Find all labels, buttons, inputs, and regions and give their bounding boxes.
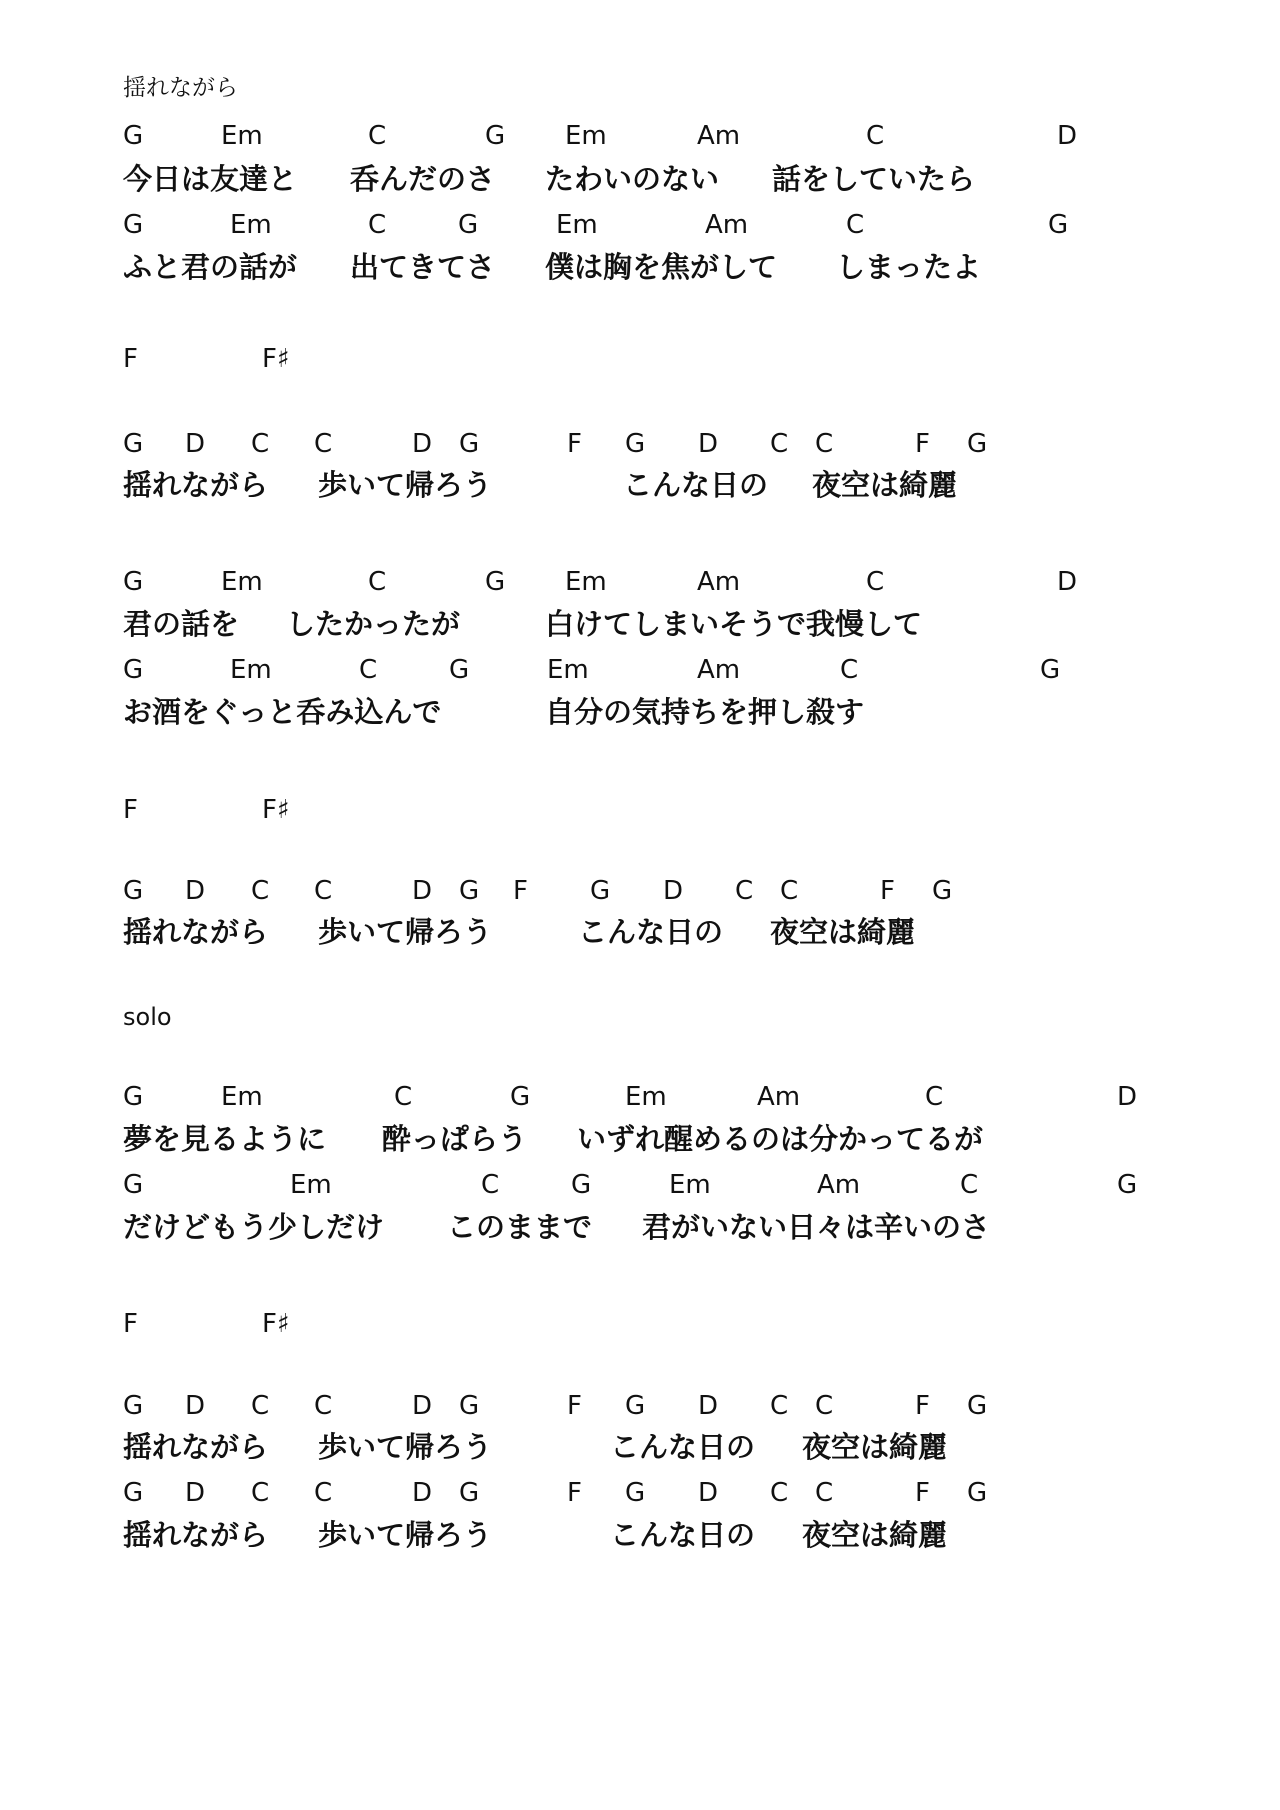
chord: C <box>815 1391 834 1421</box>
chord: C <box>368 210 387 240</box>
chord: C <box>866 121 885 151</box>
chord: D <box>412 1391 433 1421</box>
lyric: 自分の気持ちを押し殺す <box>545 695 865 729</box>
chord: G <box>459 1478 480 1508</box>
chord: D <box>412 429 433 459</box>
solo-label: solo <box>123 1003 172 1031</box>
chord: Am <box>697 567 741 597</box>
lyric: 夜空は綺麗 <box>802 1430 948 1464</box>
chord: G <box>967 429 988 459</box>
chord: G <box>1040 655 1061 685</box>
chord: G <box>625 429 646 459</box>
chord: G <box>123 1170 144 1200</box>
lyric: 歩いて帰ろう <box>318 468 493 502</box>
chord: G <box>123 210 144 240</box>
lyric: したかったが <box>286 607 461 641</box>
chord: Em <box>221 1082 263 1112</box>
chord: Am <box>705 210 749 240</box>
chord: C <box>368 121 387 151</box>
chord: G <box>485 121 506 151</box>
chord: C <box>960 1170 979 1200</box>
chord: F <box>915 1478 930 1508</box>
chord: C <box>866 567 885 597</box>
chord: Am <box>757 1082 801 1112</box>
song-title: 揺れながら <box>123 75 238 101</box>
chord: Em <box>565 121 607 151</box>
chord: G <box>1048 210 1069 240</box>
chord: Em <box>221 121 263 151</box>
chord: C <box>815 1478 834 1508</box>
lyric: 出てきてさ <box>350 250 496 284</box>
chord: C <box>359 655 378 685</box>
chord: C <box>251 876 270 906</box>
chord: G <box>459 429 480 459</box>
chord: D <box>412 1478 433 1508</box>
lyric: たわいのない <box>545 162 720 196</box>
chord: C <box>840 655 859 685</box>
lyric: 君がいない日々は辛いのさ <box>642 1210 991 1244</box>
chord: F <box>513 876 528 906</box>
chord: C <box>251 1478 270 1508</box>
lyric: こんな日の <box>610 1518 756 1552</box>
chord: Em <box>669 1170 711 1200</box>
chord: C <box>481 1170 500 1200</box>
chord: F <box>915 1391 930 1421</box>
chord: D <box>1057 121 1078 151</box>
chord: D <box>698 1478 719 1508</box>
chord: G <box>123 429 144 459</box>
chord: G <box>571 1170 592 1200</box>
lyric: 夢を見るように <box>123 1122 327 1156</box>
chord: C <box>368 567 387 597</box>
chord: F <box>567 1478 582 1508</box>
chord: D <box>1057 567 1078 597</box>
lyric: 揺れながら <box>123 915 269 949</box>
lyric: いずれ醒めるのは分かってるが <box>577 1122 984 1156</box>
chord: G <box>590 876 611 906</box>
chord: Am <box>697 655 741 685</box>
chord: G <box>485 567 506 597</box>
chord: D <box>185 1478 206 1508</box>
chord: G <box>459 876 480 906</box>
chord: F <box>123 344 138 374</box>
chord: F <box>123 1309 138 1339</box>
lyric: 呑んだのさ <box>350 162 496 196</box>
chord: F <box>567 429 582 459</box>
chord: C <box>846 210 865 240</box>
lyric: お酒をぐっと呑み込んで <box>123 695 442 729</box>
chord: C <box>815 429 834 459</box>
chord: D <box>185 1391 206 1421</box>
chord: F♯ <box>262 795 290 825</box>
lyric: 歩いて帰ろう <box>318 1430 493 1464</box>
lyric: しまったよ <box>836 250 982 284</box>
chord: Em <box>290 1170 332 1200</box>
lyric: ふと君の話が <box>123 250 298 284</box>
chord: D <box>412 876 433 906</box>
lyric: 歩いて帰ろう <box>318 915 493 949</box>
chord: C <box>314 1391 333 1421</box>
chord: G <box>123 121 144 151</box>
lyric: 夜空は綺麗 <box>770 915 916 949</box>
chord: Em <box>556 210 598 240</box>
chord: D <box>185 876 206 906</box>
chord: C <box>780 876 799 906</box>
chord: C <box>251 1391 270 1421</box>
chord: C <box>770 429 789 459</box>
lyric: 揺れながら <box>123 1518 269 1552</box>
chord: C <box>925 1082 944 1112</box>
chord: Em <box>230 655 272 685</box>
chord: C <box>394 1082 413 1112</box>
chord: G <box>967 1478 988 1508</box>
chord: D <box>663 876 684 906</box>
chord: Em <box>625 1082 667 1112</box>
chord: C <box>314 876 333 906</box>
lyric: だけどもう少しだけ <box>123 1210 385 1244</box>
chord: F <box>915 429 930 459</box>
lyric: 揺れながら <box>123 1430 269 1464</box>
chord: G <box>123 1082 144 1112</box>
chord: C <box>770 1391 789 1421</box>
chord: Am <box>697 121 741 151</box>
lyric: こんな日の <box>623 468 769 502</box>
chord: Em <box>547 655 589 685</box>
lyric: 夜空は綺麗 <box>812 468 958 502</box>
chord: Am <box>817 1170 861 1200</box>
chord: G <box>967 1391 988 1421</box>
chord: F♯ <box>262 344 290 374</box>
chord: C <box>314 429 333 459</box>
chord: C <box>314 1478 333 1508</box>
chord: G <box>510 1082 531 1112</box>
chord: G <box>123 655 144 685</box>
lyric: 白けてしまいそうで我慢して <box>545 607 923 641</box>
lyric: 今日は友達と <box>123 162 298 196</box>
chord: F♯ <box>262 1309 290 1339</box>
lyric: こんな日の <box>610 1430 756 1464</box>
lyric: 揺れながら <box>123 468 269 502</box>
chord: G <box>932 876 953 906</box>
chord: G <box>123 567 144 597</box>
chord: G <box>123 876 144 906</box>
chord: Em <box>221 567 263 597</box>
chord: D <box>698 429 719 459</box>
chord: D <box>698 1391 719 1421</box>
lyric: 酔っぱらう <box>382 1122 528 1156</box>
chord: C <box>770 1478 789 1508</box>
chord: Em <box>565 567 607 597</box>
lyric: こんな日の <box>578 915 724 949</box>
chord: Em <box>230 210 272 240</box>
chord: G <box>625 1391 646 1421</box>
chord: G <box>449 655 470 685</box>
lyric: 君の話を <box>123 607 240 641</box>
chord: G <box>123 1391 144 1421</box>
lyric: このままで <box>447 1210 593 1244</box>
chord: G <box>458 210 479 240</box>
lyric: 僕は胸を焦がして <box>545 250 778 284</box>
chord: C <box>251 429 270 459</box>
chord: C <box>735 876 754 906</box>
chord: F <box>880 876 895 906</box>
chord: G <box>459 1391 480 1421</box>
lyric: 夜空は綺麗 <box>802 1518 948 1552</box>
chord: D <box>185 429 206 459</box>
chord: D <box>1117 1082 1138 1112</box>
chord: G <box>1117 1170 1138 1200</box>
chord: G <box>625 1478 646 1508</box>
chord: G <box>123 1478 144 1508</box>
chord: F <box>123 795 138 825</box>
lyric: 歩いて帰ろう <box>318 1518 493 1552</box>
chord: F <box>567 1391 582 1421</box>
lyric: 話をしていたら <box>772 162 976 196</box>
